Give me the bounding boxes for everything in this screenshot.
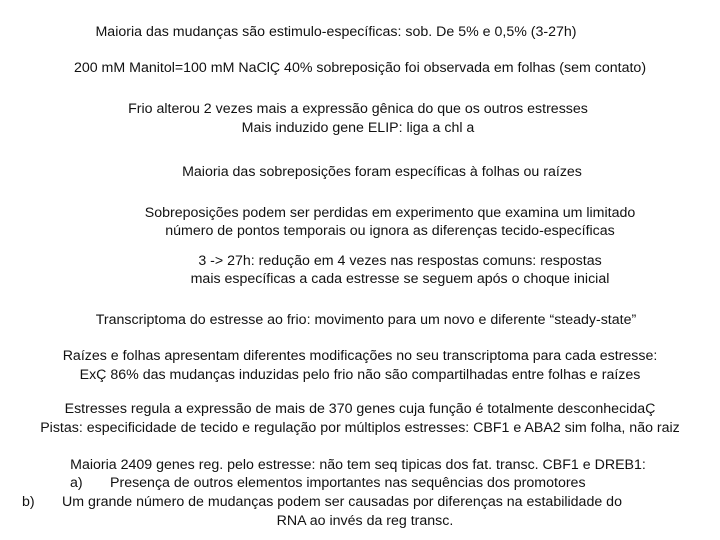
text-line: Raízes e folhas apresentam diferentes modificações no seu transcriptoma para cada estresse: (62, 348, 658, 364)
list-item (22, 493, 622, 511)
text-line: número de pontos temporais ou ignora as diferenças tecido-específicas (165, 223, 615, 239)
text-line: Maioria das sobreposições foram específicas à folhas ou raízes (182, 164, 582, 180)
text-line: mais específicas a cada estresse se seguem após o choque inicial (190, 271, 610, 287)
text-line: ExÇ 86% das mudanças induzidas pelo frio não são compartilhadas entre folhas e raízes (79, 367, 641, 383)
text-line: Mais induzido gene ELIP: liga a chl a (241, 120, 475, 136)
list-continuation: RNA ao invés da reg transc. (276, 513, 454, 529)
text-line: Sobreposições podem ser perdidas em experimento que examina um limitado (144, 205, 636, 221)
list-marker: b) (22, 494, 35, 510)
list-item (70, 474, 586, 492)
text-line: Transcriptoma do estresse ao frio: movimento para um novo e diferente “steady-state” (95, 312, 637, 328)
text-line: Estresses regula a expressão de mais de 370 genes cuja função é totalmente desconhecidaÇ (64, 401, 656, 417)
final-intro: Maioria 2409 genes reg. pelo estresse: não tem seq tipicas dos fat. transc. CBF1 e DREB1: (70, 457, 646, 473)
list-marker: a) (70, 475, 83, 491)
list-item-text: Presença de outros elementos importantes nas sequências dos promotores (110, 475, 586, 491)
text-line: Maioria das mudanças são estimulo-específicas: sob. De 5% e 0,5% (3-27h) (95, 24, 577, 40)
text-line: 3 -> 27h: redução em 4 vezes nas respostas comuns: respostas (198, 253, 602, 269)
text-line: Frio alterou 2 vezes mais a expressão gênica do que os outros estresses (128, 101, 588, 117)
text-line: 200 mM Manitol=100 mM NaClÇ 40% sobreposição foi observada em folhas (sem contato) (73, 60, 647, 76)
list-item-text: Um grande número de mudanças podem ser causadas por diferenças na estabilidade do (62, 494, 622, 510)
text-line: Pistas: especificidade de tecido e regulação por múltiplos estresses: CBF1 e ABA2 sim folha, não raiz (40, 420, 680, 436)
